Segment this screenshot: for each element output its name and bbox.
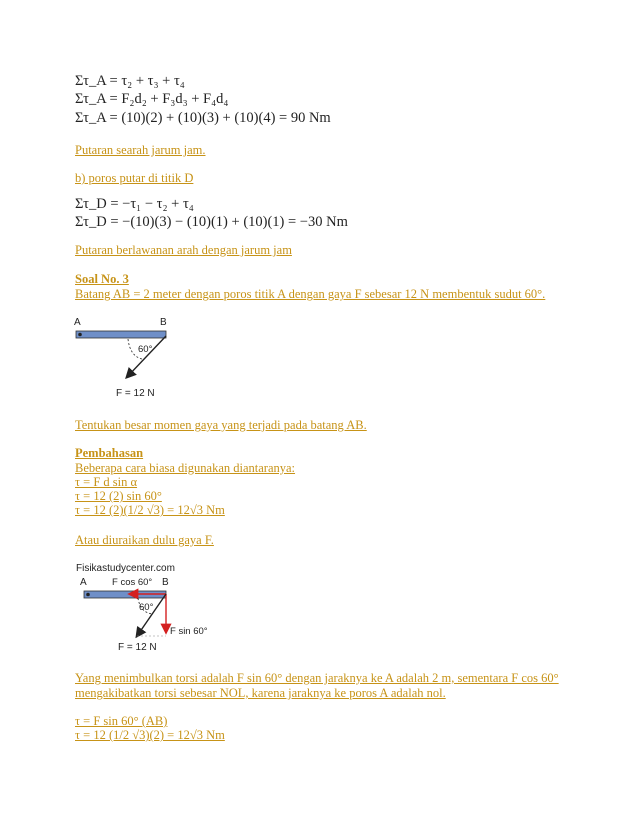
force-arrow bbox=[127, 336, 166, 377]
pivot-point bbox=[86, 593, 90, 597]
equation-line: Στ_A = F₂d₂ + F₃d₃ + F₄d₄ bbox=[75, 91, 229, 107]
equation-line: Στ_D = −τ₁ − τ₂ + τ₄ bbox=[75, 196, 194, 212]
figure-force-components bbox=[70, 560, 230, 655]
text-link[interactable]: τ = 12 (2) sin 60° bbox=[75, 489, 162, 503]
equation-line: Στ_A = τ₂ + τ₃ + τ₄ bbox=[75, 73, 185, 89]
fsin-label: F sin 60° bbox=[170, 626, 208, 637]
text-link[interactable]: mengakibatkan torsi sebesar NOL, karena jaraknya ke poros A adalah nol. bbox=[75, 686, 446, 700]
fcos-label: F cos 60° bbox=[112, 577, 153, 588]
text-link[interactable]: Tentukan besar momen gaya yang terjadi pada batang AB. bbox=[75, 418, 367, 432]
angle-label: 60° bbox=[139, 602, 154, 613]
section-title[interactable]: Soal No. 3 bbox=[75, 272, 129, 286]
text-link[interactable]: b) poros putar di titik D bbox=[75, 171, 194, 185]
label-b: B bbox=[162, 577, 169, 588]
text-link[interactable]: τ = 12 (2)(1/2 √3) = 12√3 Nm bbox=[75, 503, 225, 517]
text-link[interactable]: τ = 12 (1/2 √3)(2) = 12√3 Nm bbox=[75, 728, 225, 742]
text-link[interactable]: Beberapa cara biasa digunakan diantaranya: bbox=[75, 461, 296, 475]
force-label: F = 12 N bbox=[116, 388, 155, 399]
text-link[interactable]: Yang menimbulkan torsi adalah F sin 60° dengan jaraknya ke A adalah 2 m, sementara F cos 60° bbox=[75, 671, 559, 685]
text-link[interactable]: Atau diuraikan dulu gaya F. bbox=[75, 533, 214, 547]
text-link[interactable]: Putaran searah jarum jam. bbox=[75, 143, 206, 157]
label-a: A bbox=[80, 577, 87, 588]
force-label: F = 12 N bbox=[118, 642, 157, 653]
text-link[interactable]: Batang AB = 2 meter dengan poros titik A dengan gaya F sebesar 12 N membentuk sudut 60°. bbox=[75, 287, 546, 301]
site-watermark: Fisikastudycenter.com bbox=[76, 563, 175, 574]
text-link[interactable]: τ = F sin 60° (AB) bbox=[75, 714, 168, 728]
angle-label: 60° bbox=[138, 344, 153, 355]
equation-line: Στ_D = −(10)(3) − (10)(1) + (10)(1) = −30 Nm bbox=[75, 214, 348, 230]
text-link[interactable]: Putaran berlawanan arah dengan jarum jam bbox=[75, 243, 292, 257]
rod-bar bbox=[76, 331, 166, 338]
equation-line: Στ_A = (10)(2) + (10)(3) + (10)(4) = 90 Nm bbox=[75, 110, 331, 126]
pivot-point bbox=[78, 333, 82, 337]
figure-rod-force bbox=[70, 314, 190, 404]
label-a: A bbox=[74, 317, 81, 328]
label-b: B bbox=[160, 317, 167, 328]
section-title[interactable]: Pembahasan bbox=[75, 446, 144, 460]
force-arrow bbox=[137, 594, 166, 636]
text-link[interactable]: τ = F d sin α bbox=[75, 475, 138, 489]
